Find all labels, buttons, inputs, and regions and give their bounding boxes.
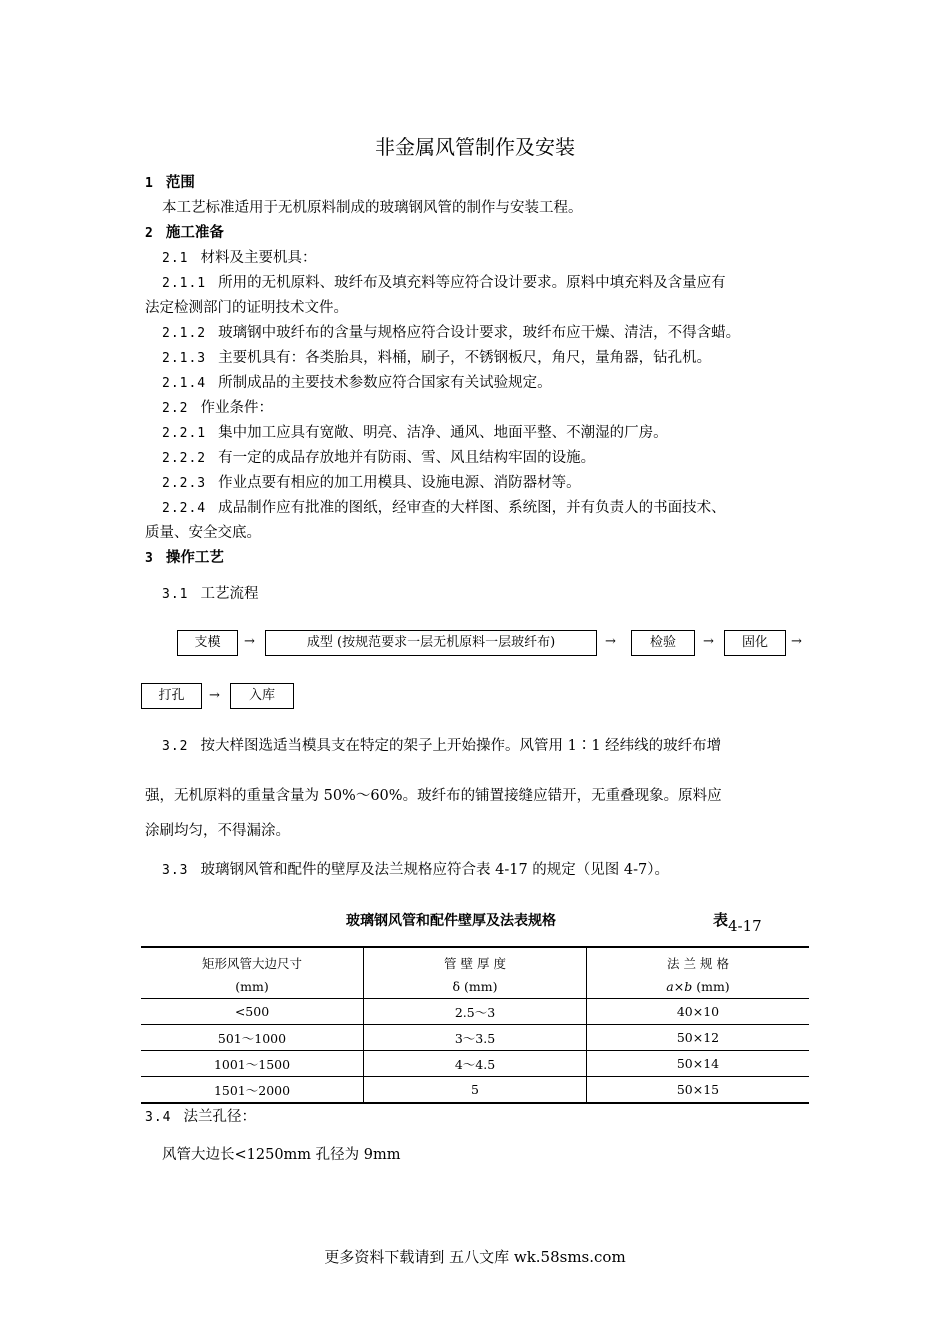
table-header-unit: δ (mm) (364, 974, 587, 999)
table-cell: 3～3.5 (364, 1025, 587, 1051)
unit-italic: a×b (666, 978, 693, 994)
clause-3-2-continued: 涂刷均匀，不得漏涂。 (145, 823, 290, 839)
clause-2-1-3 (162, 349, 711, 368)
clause-number: 3.3 (162, 863, 189, 878)
table-cell: 1501～2000 (141, 1077, 364, 1104)
table-cell: <500 (141, 999, 364, 1025)
clause-2-1-2 (162, 324, 740, 343)
table-row (141, 1077, 809, 1104)
flow-step-storage: 入库 (230, 683, 294, 709)
clause-2-1-4 (162, 374, 552, 393)
clause-2-2-3 (162, 474, 581, 493)
table-cell: 501～1000 (141, 1025, 364, 1051)
clause-text: 所用的无机原料、玻纤布及填充料等应符合设计要求。原料中填充料及含量应有 (218, 275, 726, 291)
flow-step-formwork: 支模 (177, 630, 238, 656)
flow-arrow: → (605, 634, 616, 649)
clause-text: 玻璃钢风管和配件的壁厚及法兰规格应符合表 4-17 的规定（见图 4-7）。 (200, 862, 669, 878)
section-3-heading (145, 549, 224, 568)
table-cell: 5 (364, 1077, 587, 1104)
clause-3-2 (162, 737, 721, 756)
clause-number: 2.2.2 (162, 451, 207, 466)
clause-number: 2.2.3 (162, 476, 207, 491)
flow-arrow: → (703, 634, 714, 649)
clause-3-3 (162, 861, 669, 880)
clause-2-2-2 (162, 449, 595, 468)
section-number: 1 (145, 176, 154, 191)
table-label (713, 909, 762, 935)
clause-2-2 (162, 399, 273, 418)
clause-number: 3.2 (162, 739, 189, 754)
clause-3-2-continued: 强，无机原料的重量含量为 50%～60%。玻纤布的铺置接缝应错开，无重叠现象。原料应 (145, 788, 722, 804)
section-title: 施工准备 (165, 225, 224, 241)
table-row (141, 1025, 809, 1051)
clause-2-2-4-continued: 质量、安全交底。 (145, 525, 261, 541)
section-number: 3 (145, 551, 154, 566)
table-cell: 1001～1500 (141, 1051, 364, 1077)
table-label-number: 4-17 (728, 917, 762, 935)
clause-text: 玻璃钢中玻纤布的含量与规格应符合设计要求，玻纤布应干燥、清洁，不得含蜡。 (218, 325, 741, 341)
paragraph: 本工艺标准适用于无机原料制成的玻璃钢风管的制作与安装工程。 (162, 200, 583, 216)
table-cell: 50×14 (587, 1051, 810, 1077)
table-label-text: 表 (713, 911, 729, 929)
clause-number: 3.4 (145, 1110, 172, 1125)
clause-text: 法兰孔径： (183, 1109, 256, 1125)
unit-suffix: (mm) (696, 978, 730, 994)
page-title: 非金属风管制作及安装 (375, 135, 575, 159)
clause-2-1-1 (162, 274, 726, 293)
table-cell: 2.5～3 (364, 999, 587, 1025)
table-caption: 玻璃钢风管和配件壁厚及法表规格 (346, 913, 556, 929)
table-row (141, 1051, 809, 1077)
clause-number: 2.2 (162, 401, 189, 416)
section-number: 2 (145, 226, 154, 241)
clause-text: 材料及主要机具： (200, 250, 317, 266)
clause-text: 成品制作应有批准的图纸，经审查的大样图、系统图，并有负责人的书面技术、 (218, 500, 726, 516)
table-header: 矩形风管大边尺寸 (141, 947, 364, 974)
table-row (141, 999, 809, 1025)
table-cell: 4～4.5 (364, 1051, 587, 1077)
flow-step-inspection: 检验 (631, 630, 695, 656)
table-header: 法 兰 规 格 (587, 947, 810, 974)
clause-number: 2.2.4 (162, 501, 207, 516)
table-header-unit (587, 974, 810, 999)
page-footer: 更多资料下载请到 五八文库 wk.58sms.com (324, 1248, 626, 1266)
flow-arrow: → (209, 688, 220, 703)
section-2-heading (145, 224, 224, 243)
section-title: 范围 (165, 175, 195, 191)
clause-text: 作业点要有相应的加工用模具、设施电源、消防器材等。 (218, 475, 581, 491)
table-header: 管 壁 厚 度 (364, 947, 587, 974)
clause-number: 2.1.4 (162, 376, 207, 391)
clause-3-1 (162, 585, 258, 604)
section-title: 操作工艺 (165, 550, 224, 566)
clause-number: 2.1.2 (162, 326, 207, 341)
clause-number: 2.1.1 (162, 276, 207, 291)
clause-text: 集中加工应具有宽敞、明亮、洁净、通风、地面平整、不潮湿的厂房。 (218, 425, 668, 441)
clause-text: 有一定的成品存放地并有防雨、雪、风且结构牢固的设施。 (218, 450, 596, 466)
clause-2-2-1 (162, 424, 668, 443)
clause-number: 2.1 (162, 251, 189, 266)
clause-number: 2.1.3 (162, 351, 207, 366)
table-header-unit: (mm) (141, 974, 364, 999)
clause-text: 所制成品的主要技术参数应符合国家有关试验规定。 (218, 375, 552, 391)
clause-2-1 (162, 249, 316, 268)
clause-number: 3.1 (162, 587, 189, 602)
flow-arrow: → (791, 634, 802, 649)
clause-text: 主要机具有：各类胎具，料桶，刷子，不锈钢板尺，角尺，量角器，钻孔机。 (218, 350, 712, 366)
section-1-heading (145, 174, 195, 193)
flow-arrow: → (244, 634, 255, 649)
flow-step-forming: 成型 (按规范要求一层无机原料一层玻纤布) (265, 630, 597, 656)
table-cell: 50×15 (587, 1077, 810, 1104)
flow-step-curing: 固化 (724, 630, 786, 656)
clause-text: 按大样图选适当模具支在特定的架子上开始操作。风管用 1∶1 经纬线的玻纤布增 (200, 738, 722, 754)
clause-3-4 (145, 1108, 256, 1127)
clause-number: 2.2.1 (162, 426, 207, 441)
spec-table (141, 946, 809, 1104)
table-cell: 40×10 (587, 999, 810, 1025)
clause-text: 工艺流程 (200, 586, 259, 602)
clause-text: 作业条件： (200, 400, 273, 416)
clause-2-1-1-continued: 法定检测部门的证明技术文件。 (145, 300, 348, 316)
paragraph: 风管大边长<1250mm 孔径为 9mm (162, 1147, 401, 1163)
clause-2-2-4 (162, 499, 726, 518)
table-cell: 50×12 (587, 1025, 810, 1051)
flow-step-drilling: 打孔 (141, 683, 202, 709)
